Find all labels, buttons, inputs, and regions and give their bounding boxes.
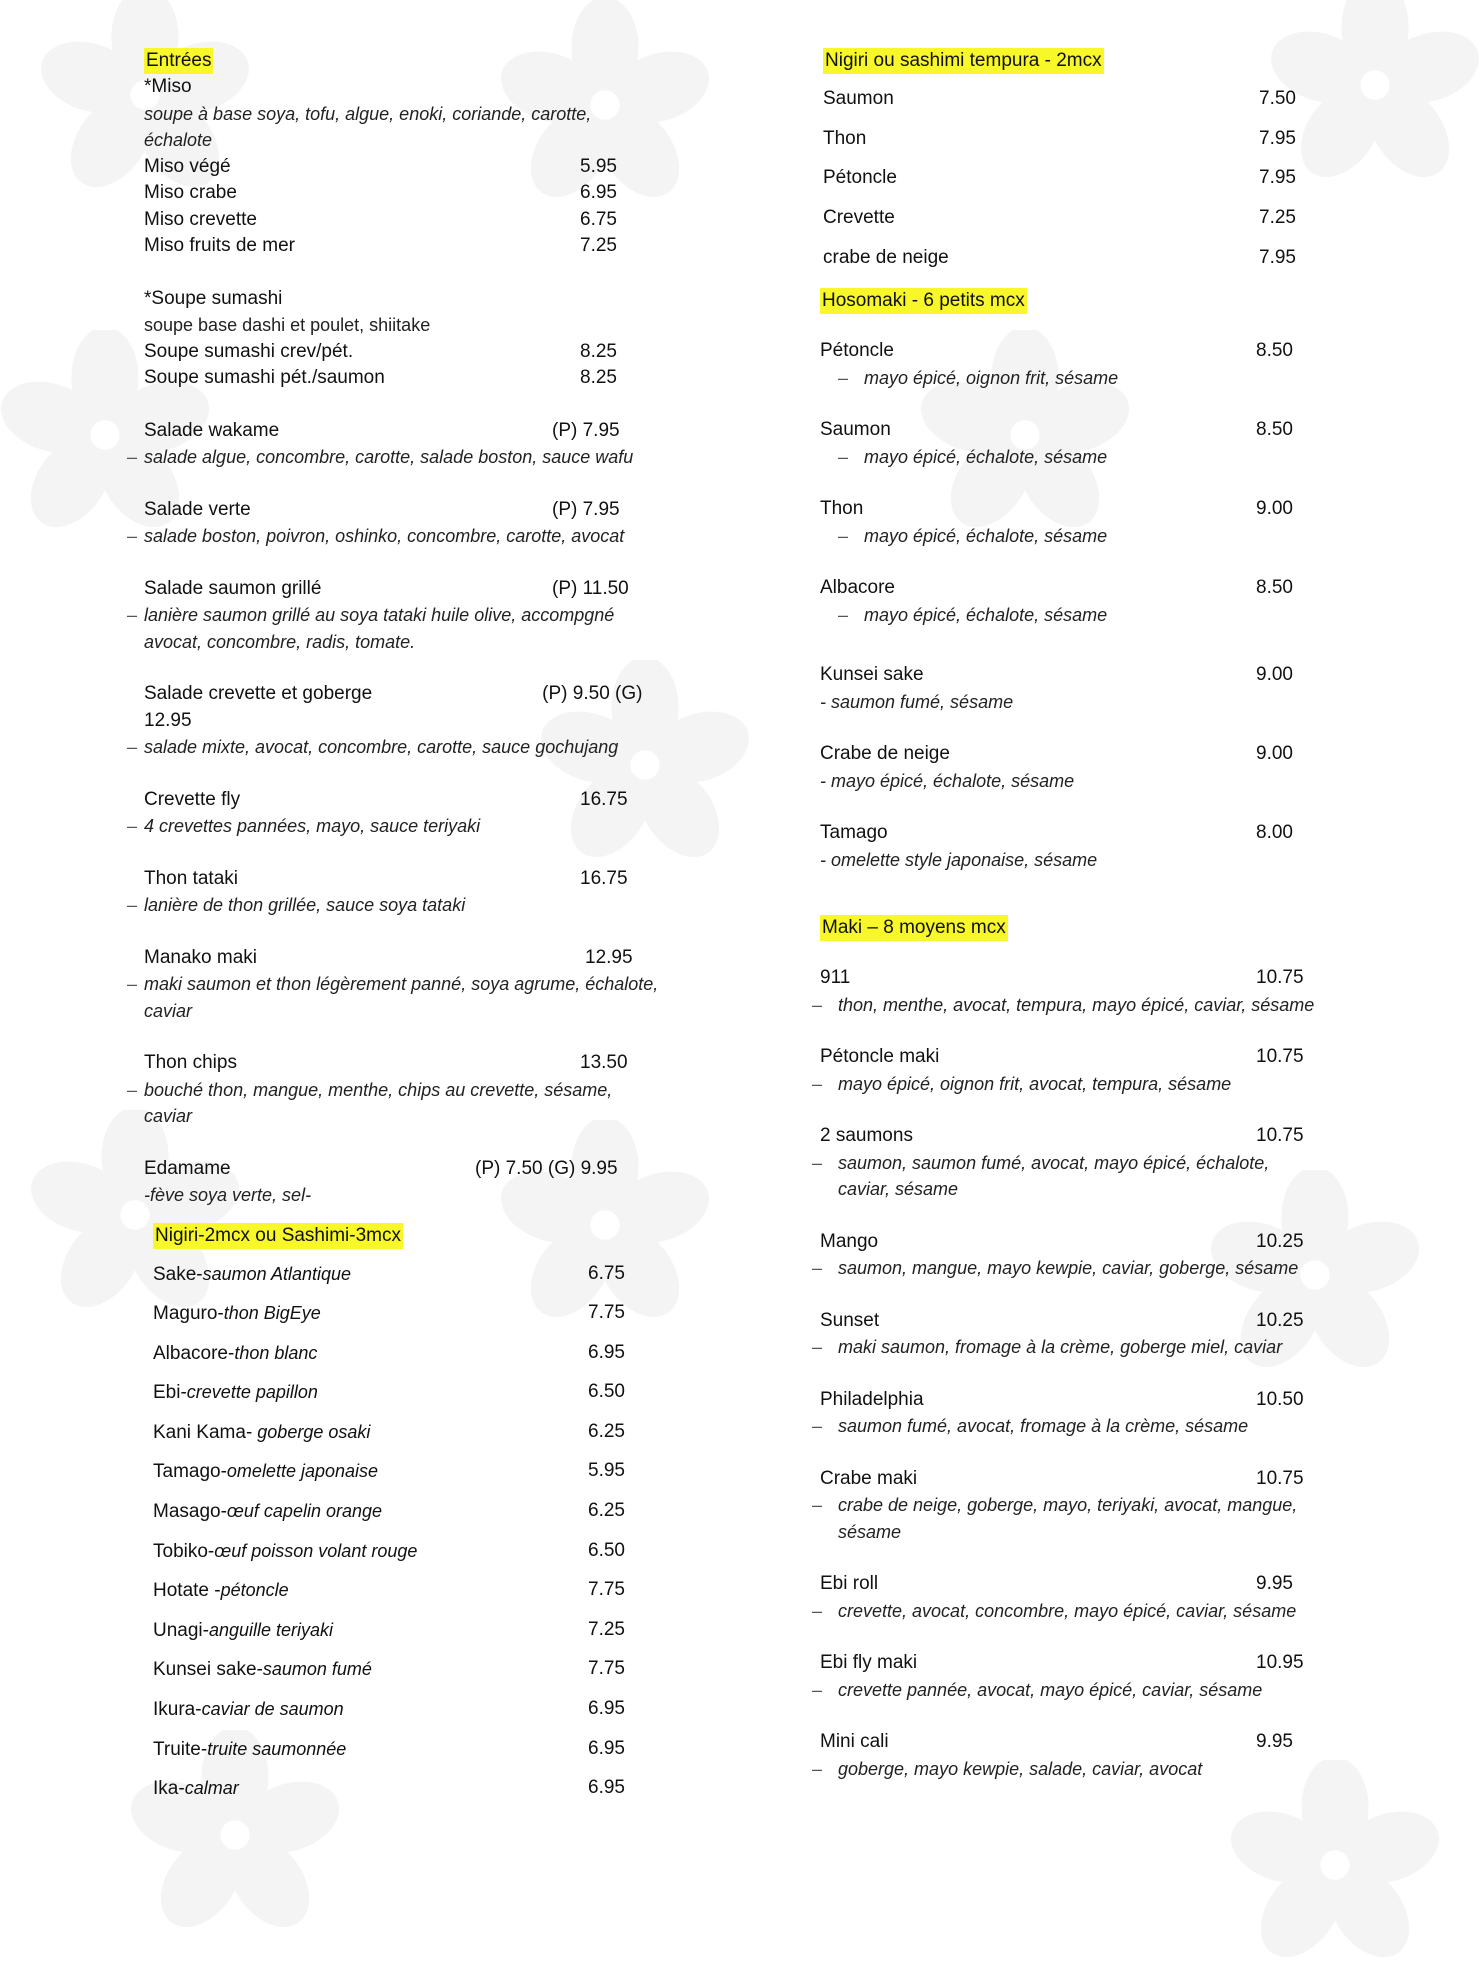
item-name: Miso fruits de mer [144, 235, 295, 256]
item-description: anguille teriyaki [208, 1619, 334, 1640]
item-price: 10.25 [1256, 1309, 1304, 1331]
item-description: - omelette style japonaise, sésame [820, 849, 1098, 870]
hosomaki-list [820, 338, 1340, 899]
item-description: – salade boston, poivron, oshinko, concombre, carotte, avocat [144, 523, 684, 550]
item-name: Pétoncle maki [820, 1046, 940, 1068]
menu-item [144, 339, 684, 366]
menu-item [153, 1736, 684, 1776]
menu-item [144, 233, 684, 260]
item-price: 8.50 [1256, 419, 1293, 441]
item-description: goberge osaki [252, 1421, 371, 1442]
item-price: 8.50 [1256, 577, 1293, 599]
item-description: – salade mixte, avocat, concombre, carotte, sauce gochujang [144, 734, 684, 761]
item-description: – mayo épicé, échalote, sésame [864, 523, 1340, 550]
menu-item [144, 154, 684, 181]
section-heading-nigiri: Nigiri-2mcx ou Sashimi-3mcx [153, 1223, 403, 1249]
item-price: 10.25 [1256, 1230, 1304, 1252]
item-description: œuf capelin orange [226, 1501, 383, 1522]
item-price: 13.50 [580, 1052, 628, 1073]
item-name: Salade saumon grillé [144, 577, 322, 599]
miso-title: *Miso [144, 76, 192, 97]
menu-item [144, 576, 684, 603]
item-name: Edamame [144, 1157, 231, 1179]
menu-item [820, 1466, 1340, 1493]
section-heading-maki: Maki – 8 moyens mcx [820, 915, 1008, 941]
item-name: Ebi- [153, 1382, 187, 1404]
item-price: 10.75 [1256, 967, 1304, 989]
item-name: Miso végé [144, 155, 231, 177]
item-description: – salade algue, concombre, carotte, salade boston, sauce wafu [144, 444, 684, 471]
item-price: 6.50 [588, 1381, 625, 1403]
item-name: Masago- [153, 1501, 227, 1523]
miso-description: soupe à base soya, tofu, algue, enoki, coriande, carotte, échalote [144, 103, 592, 150]
item-name: Tamago- [153, 1461, 227, 1483]
menu-item [144, 945, 684, 972]
item-description: – crevette pannée, avocat, mayo épicé, caviar, sésame [838, 1677, 1318, 1704]
item-name: Kunsei sake [820, 664, 924, 686]
item-name: Crabe maki [820, 1467, 918, 1489]
menu-item [820, 1387, 1340, 1414]
item-description: – lanière saumon grillé au soya tataki huile olive, accompgné avocat, concombre, radis, tomate. [144, 602, 674, 655]
item-description: – lanière de thon grillée, sauce soya tataki [144, 892, 684, 919]
item-name: Soupe sumashi pét./saumon [144, 367, 385, 388]
item-description: – crabe de neige, goberge, mayo, teriyaki, avocat, mangue, sésame [838, 1492, 1318, 1545]
item-description: thon blanc [234, 1342, 318, 1363]
menu-item [153, 1498, 684, 1538]
item-name: Saumon [820, 419, 891, 441]
menu-item [144, 418, 684, 445]
menu-item [153, 1696, 684, 1736]
menu-item [823, 126, 1340, 166]
item-price: 12.95 [585, 946, 633, 968]
right-column [820, 48, 1340, 1808]
item-description: – maki saumon et thon légèrement panné, soya agrume, échalote, caviar [144, 971, 664, 1024]
item-description: – bouché thon, mangue, menthe, chips au crevette, sésame, caviar [144, 1077, 664, 1130]
item-price: 6.75 [580, 208, 617, 230]
item-price: 6.25 [588, 1500, 625, 1522]
item-description: – saumon fumé, avocat, fromage à la crème, sésame [838, 1413, 1318, 1440]
menu-item [153, 1458, 684, 1498]
item-description: – saumon, saumon fumé, avocat, mayo épicé, échalote, caviar, sésame [838, 1150, 1318, 1203]
item-description: calmar [184, 1778, 239, 1799]
menu-item [820, 417, 1340, 444]
item-name: Kani Kama- [153, 1421, 253, 1443]
menu-item [144, 681, 669, 734]
maki-list [820, 965, 1340, 1808]
item-description: truite saumonnée [207, 1738, 347, 1759]
menu-item [820, 741, 1340, 768]
item-price: 5.95 [588, 1460, 625, 1482]
item-price: (P) 9.50 (G) 12.95 [144, 683, 643, 731]
menu-item [820, 1571, 1340, 1598]
item-name: Philadelphia [820, 1388, 924, 1410]
item-name: Thon tataki [144, 867, 238, 889]
item-name: Soupe sumashi crev/pét. [144, 340, 354, 362]
item-price: 6.95 [588, 1698, 625, 1720]
item-name: Pétoncle [820, 340, 894, 362]
item-name: 2 saumons [820, 1125, 913, 1147]
menu-item [153, 1538, 684, 1578]
item-description: thon BigEye [223, 1303, 321, 1324]
item-name: Tamago [820, 822, 888, 844]
item-price: 9.00 [1256, 664, 1293, 686]
item-price: 10.50 [1256, 1388, 1304, 1410]
item-description: – thon, menthe, avocat, tempura, mayo épicé, caviar, sésame [838, 992, 1318, 1019]
item-price: (P) 7.95 [552, 498, 620, 520]
item-name: Miso crevette [144, 208, 257, 230]
item-name: Manako maki [144, 946, 257, 968]
item-description: – crevette, avocat, concombre, mayo épicé, caviar, sésame [838, 1598, 1318, 1625]
item-price: 6.95 [588, 1777, 625, 1799]
item-price: 7.75 [588, 1658, 625, 1680]
item-name: Hotate - [153, 1580, 221, 1602]
item-description: – saumon, mangue, mayo kewpie, caviar, goberge, sésame [838, 1255, 1318, 1282]
menu-item [820, 662, 1340, 689]
menu-item [153, 1379, 684, 1419]
item-price: 7.95 [1259, 127, 1296, 149]
item-price: 7.75 [588, 1579, 625, 1601]
item-price: 16.75 [580, 788, 628, 810]
item-price: 9.95 [1256, 1731, 1293, 1753]
item-name: Ebi roll [820, 1573, 879, 1595]
item-description: – 4 crevettes pannées, mayo, sauce teriyaki [144, 813, 684, 840]
item-description: - saumon fumé, sésame [820, 691, 1014, 712]
menu-item [153, 1419, 684, 1459]
item-description: saumon Atlantique [202, 1263, 352, 1284]
item-name: Maguro- [153, 1303, 224, 1325]
menu-item [153, 1261, 684, 1301]
item-price: 6.50 [588, 1539, 625, 1561]
menu-item [153, 1577, 684, 1617]
item-description: pétoncle [220, 1580, 289, 1601]
item-price: 8.00 [1256, 822, 1293, 844]
menu-item [144, 1156, 684, 1183]
item-name: Tobiko- [153, 1540, 215, 1562]
item-description: omelette japonaise [226, 1461, 379, 1482]
menu-item [820, 820, 1340, 847]
item-description: saumon fumé [262, 1659, 372, 1680]
item-description: – mayo épicé, échalote, sésame [864, 602, 1340, 629]
item-name: Sake- [153, 1263, 203, 1285]
item-price: 7.95 [1259, 246, 1296, 268]
menu-item [820, 338, 1340, 365]
item-name: Ikura- [153, 1699, 202, 1721]
menu-item [144, 1050, 684, 1077]
menu-item [144, 180, 684, 207]
item-name: Albacore- [153, 1342, 235, 1364]
item-description: - mayo épicé, échalote, sésame [820, 770, 1075, 791]
section-heading-hosomaki: Hosomaki - 6 petits mcx [820, 288, 1027, 314]
item-description: – mayo épicé, oignon frit, sésame [864, 365, 1340, 392]
menu-item [820, 1729, 1340, 1756]
item-price: 8.50 [1256, 340, 1293, 362]
item-name: Sunset [820, 1309, 880, 1331]
item-price: 6.25 [588, 1420, 625, 1442]
item-name: Crevette [823, 207, 895, 229]
item-name: Crabe de neige [820, 743, 950, 765]
menu-item [820, 496, 1340, 523]
item-description: crevette papillon [186, 1382, 318, 1403]
menu-item [820, 1308, 1340, 1335]
item-name: Thon [820, 498, 864, 520]
menu-item [153, 1656, 684, 1696]
menu-item [153, 1775, 684, 1815]
item-price: 7.50 [1259, 88, 1296, 109]
item-name: Ebi fly maki [820, 1652, 918, 1674]
item-price: 6.95 [580, 182, 617, 203]
item-price: 6.95 [588, 1341, 625, 1363]
item-description: caviar de saumon [201, 1699, 344, 1720]
menu-item [823, 165, 1340, 205]
item-name: Ika- [153, 1778, 185, 1800]
item-name: Unagi- [153, 1619, 209, 1641]
item-name: Mango [820, 1230, 879, 1252]
menu-item [153, 1617, 684, 1657]
menu-item [144, 365, 684, 392]
menu-item [823, 86, 1340, 126]
menu-item [144, 207, 684, 234]
item-price: 7.75 [588, 1302, 625, 1324]
item-price: 9.00 [1256, 498, 1293, 520]
menu-item [820, 1650, 1340, 1677]
item-price: 7.25 [588, 1618, 625, 1640]
item-name: Saumon [823, 88, 894, 109]
item-price: 10.75 [1256, 1046, 1304, 1068]
item-name: Salade verte [144, 498, 251, 520]
item-price: 6.95 [588, 1737, 625, 1759]
item-name: Kunsei sake- [153, 1659, 263, 1681]
menu-item [823, 245, 1340, 285]
item-name: Salade crevette et goberge [144, 683, 373, 704]
menu-item [144, 497, 684, 524]
item-name: Salade wakame [144, 419, 280, 441]
item-price: 9.00 [1256, 743, 1293, 765]
item-price: 8.25 [580, 367, 617, 388]
menu-item [820, 965, 1340, 992]
item-description: œuf poisson volant rouge [214, 1540, 418, 1561]
item-price: (P) 7.50 (G) 9.95 [475, 1157, 618, 1179]
item-description: – goberge, mayo kewpie, salade, caviar, avocat [838, 1756, 1318, 1783]
menu-item [153, 1300, 684, 1340]
menu-item [144, 787, 684, 814]
item-price: (P) 11.50 [552, 577, 629, 599]
item-name: crabe de neige [823, 246, 949, 268]
menu-item [820, 1123, 1340, 1150]
item-description: – mayo épicé, oignon frit, avocat, tempura, sésame [838, 1071, 1318, 1098]
sumashi-title: *Soupe sumashi [144, 287, 283, 309]
item-description: – maki saumon, fromage à la crème, goberge miel, caviar [838, 1334, 1318, 1361]
item-price: 7.25 [1259, 207, 1296, 229]
item-price: 9.95 [1256, 1573, 1293, 1595]
item-price: 7.25 [580, 235, 617, 256]
item-name: Albacore [820, 577, 895, 599]
item-price: (P) 7.95 [552, 419, 620, 441]
left-column [144, 48, 684, 1815]
item-price: 8.25 [580, 340, 617, 362]
item-name: Thon [823, 127, 867, 149]
item-price: 10.95 [1256, 1652, 1304, 1674]
sumashi-description: soupe base dashi et poulet, shiitake [144, 315, 431, 335]
menu-item [144, 866, 684, 893]
menu-item [820, 575, 1340, 602]
tempura-list [823, 86, 1340, 284]
section-heading-entrees: Entrées [144, 48, 213, 74]
menu-item [153, 1340, 684, 1380]
item-name: Truite- [153, 1738, 208, 1760]
menu-item [820, 1044, 1340, 1071]
item-name: Pétoncle [823, 167, 897, 189]
item-description: – mayo épicé, échalote, sésame [864, 444, 1340, 471]
section-heading-tempura: Nigiri ou sashimi tempura - 2mcx [823, 48, 1104, 74]
nigiri-list [153, 1261, 684, 1815]
menu-item [823, 205, 1340, 245]
item-price: 10.75 [1256, 1467, 1304, 1489]
item-price: 7.95 [1259, 167, 1296, 189]
item-name: Thon chips [144, 1052, 237, 1073]
menu-item [820, 1229, 1340, 1256]
item-price: 6.75 [588, 1262, 625, 1284]
item-description: -fève soya verte, sel- [144, 1185, 312, 1205]
item-price: 5.95 [580, 155, 617, 177]
item-name: Crevette fly [144, 788, 241, 810]
item-name: Miso crabe [144, 182, 237, 203]
item-price: 10.75 [1256, 1125, 1304, 1147]
item-price: 16.75 [580, 867, 628, 889]
item-name: Mini cali [820, 1731, 889, 1753]
item-name: 911 [820, 967, 851, 989]
